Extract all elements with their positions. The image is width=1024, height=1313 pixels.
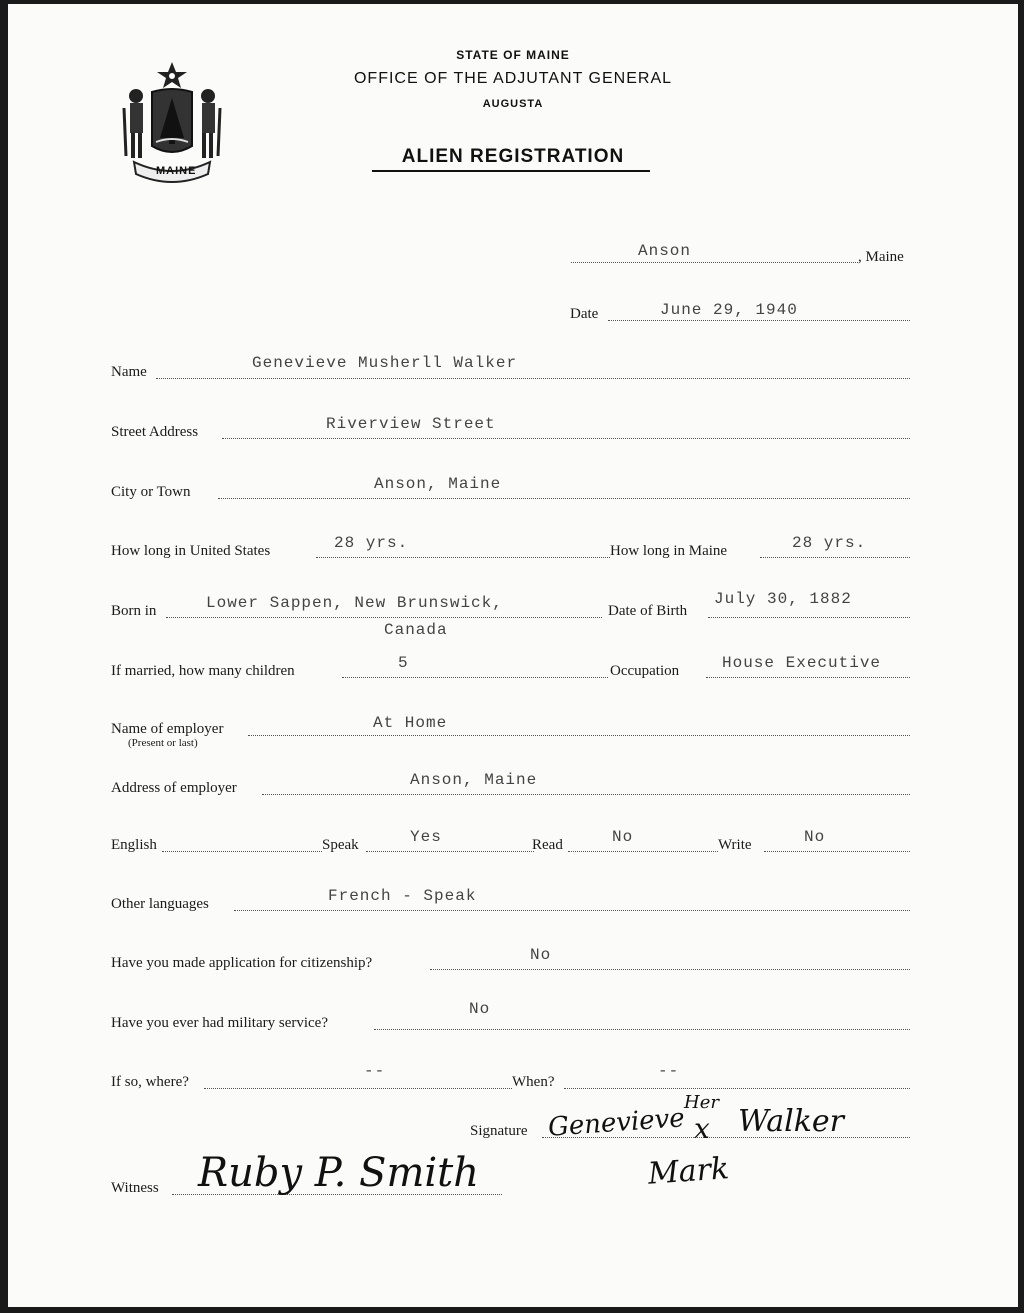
children-value: 5 bbox=[398, 654, 409, 672]
employer-address-value: Anson, Maine bbox=[410, 771, 538, 789]
employer-address-label: Address of employer bbox=[111, 780, 237, 796]
occupation-value: House Executive bbox=[722, 654, 882, 672]
when-label: When? bbox=[512, 1074, 555, 1090]
city-label: City or Town bbox=[111, 484, 191, 500]
write-value: No bbox=[804, 828, 826, 846]
header-state: STATE OF MAINE bbox=[456, 48, 570, 62]
speak-label: Speak bbox=[322, 837, 359, 853]
signature-mark: Mark bbox=[646, 1151, 731, 1192]
speak-line bbox=[366, 851, 534, 852]
where-label: If so, where? bbox=[111, 1074, 189, 1090]
read-value: No bbox=[612, 828, 634, 846]
occupation-label: Occupation bbox=[610, 663, 680, 679]
write-line bbox=[764, 851, 910, 852]
signature-label: Signature bbox=[470, 1123, 528, 1139]
date-line bbox=[608, 320, 910, 321]
city-value: Anson, Maine bbox=[374, 475, 502, 493]
signature-surname: Walker bbox=[738, 1104, 844, 1139]
occupation-line bbox=[706, 677, 910, 678]
maine-years-line bbox=[760, 557, 910, 558]
date-label: Date bbox=[570, 306, 599, 322]
state-suffix: , Maine bbox=[858, 249, 904, 265]
dob-line bbox=[708, 617, 910, 618]
name-value: Genevieve Musherll Walker bbox=[252, 354, 518, 372]
date-value: June 29, 1940 bbox=[660, 301, 798, 319]
other-languages-line bbox=[234, 910, 910, 911]
born-value-country: Canada bbox=[384, 621, 448, 639]
english-label: English bbox=[111, 837, 157, 853]
us-years-label: How long in United States bbox=[111, 543, 271, 559]
where-line bbox=[204, 1088, 512, 1089]
read-label: Read bbox=[532, 837, 563, 853]
write-label: Write bbox=[718, 837, 752, 853]
military-value: No bbox=[469, 1000, 491, 1018]
header-city: AUGUSTA bbox=[482, 98, 544, 110]
signature-first-name: Genevieve bbox=[547, 1103, 686, 1143]
title-underline bbox=[372, 170, 650, 172]
born-label: Born in bbox=[111, 603, 157, 619]
header-office: OFFICE OF THE ADJUTANT GENERAL bbox=[353, 70, 673, 87]
us-years-value: 28 yrs. bbox=[334, 534, 409, 552]
maine-years-label: How long in Maine bbox=[610, 543, 728, 559]
read-line bbox=[568, 851, 718, 852]
us-years-line bbox=[316, 557, 610, 558]
name-line bbox=[156, 378, 910, 379]
english-line bbox=[162, 851, 322, 852]
dob-label: Date of Birth bbox=[608, 603, 688, 619]
employer-line bbox=[248, 735, 910, 736]
employer-value: At Home bbox=[373, 714, 448, 732]
registration-form bbox=[8, 4, 1018, 1307]
employer-address-line bbox=[262, 794, 910, 795]
maine-years-value: 28 yrs. bbox=[792, 534, 867, 552]
witness-label: Witness bbox=[111, 1180, 159, 1196]
children-label: If married, how many children bbox=[111, 663, 295, 679]
citizenship-label: Have you made application for citizenship? bbox=[111, 955, 373, 971]
town-value: Anson bbox=[638, 242, 692, 260]
name-label: Name bbox=[111, 364, 147, 380]
city-line bbox=[218, 498, 910, 499]
citizenship-value: No bbox=[530, 946, 552, 964]
citizenship-line bbox=[430, 969, 910, 970]
speak-value: Yes bbox=[410, 828, 442, 846]
where-value: -- bbox=[364, 1062, 386, 1080]
military-line bbox=[374, 1029, 910, 1030]
street-line bbox=[222, 438, 910, 439]
form-title: ALIEN REGISTRATION bbox=[401, 146, 625, 167]
when-line bbox=[564, 1088, 910, 1089]
street-label: Street Address bbox=[111, 424, 199, 440]
town-line bbox=[571, 262, 858, 263]
born-value: Lower Sappen, New Brunswick, bbox=[206, 594, 503, 612]
other-languages-value: French - Speak bbox=[328, 887, 477, 905]
dob-value: July 30, 1882 bbox=[714, 590, 852, 608]
signature-her: Her bbox=[684, 1092, 719, 1113]
when-value: -- bbox=[658, 1062, 680, 1080]
street-value: Riverview Street bbox=[326, 415, 496, 433]
employer-label: Name of employer bbox=[111, 721, 224, 737]
military-label: Have you ever had military service? bbox=[111, 1015, 328, 1031]
children-line bbox=[342, 677, 608, 678]
other-languages-label: Other languages bbox=[111, 896, 209, 912]
born-line bbox=[166, 617, 602, 618]
employer-sublabel: (Present or last) bbox=[128, 737, 198, 749]
signature-x-mark: x bbox=[694, 1112, 710, 1145]
seal-banner-text: MAINE bbox=[156, 165, 197, 177]
witness-signature: Ruby P. Smith bbox=[198, 1150, 479, 1196]
